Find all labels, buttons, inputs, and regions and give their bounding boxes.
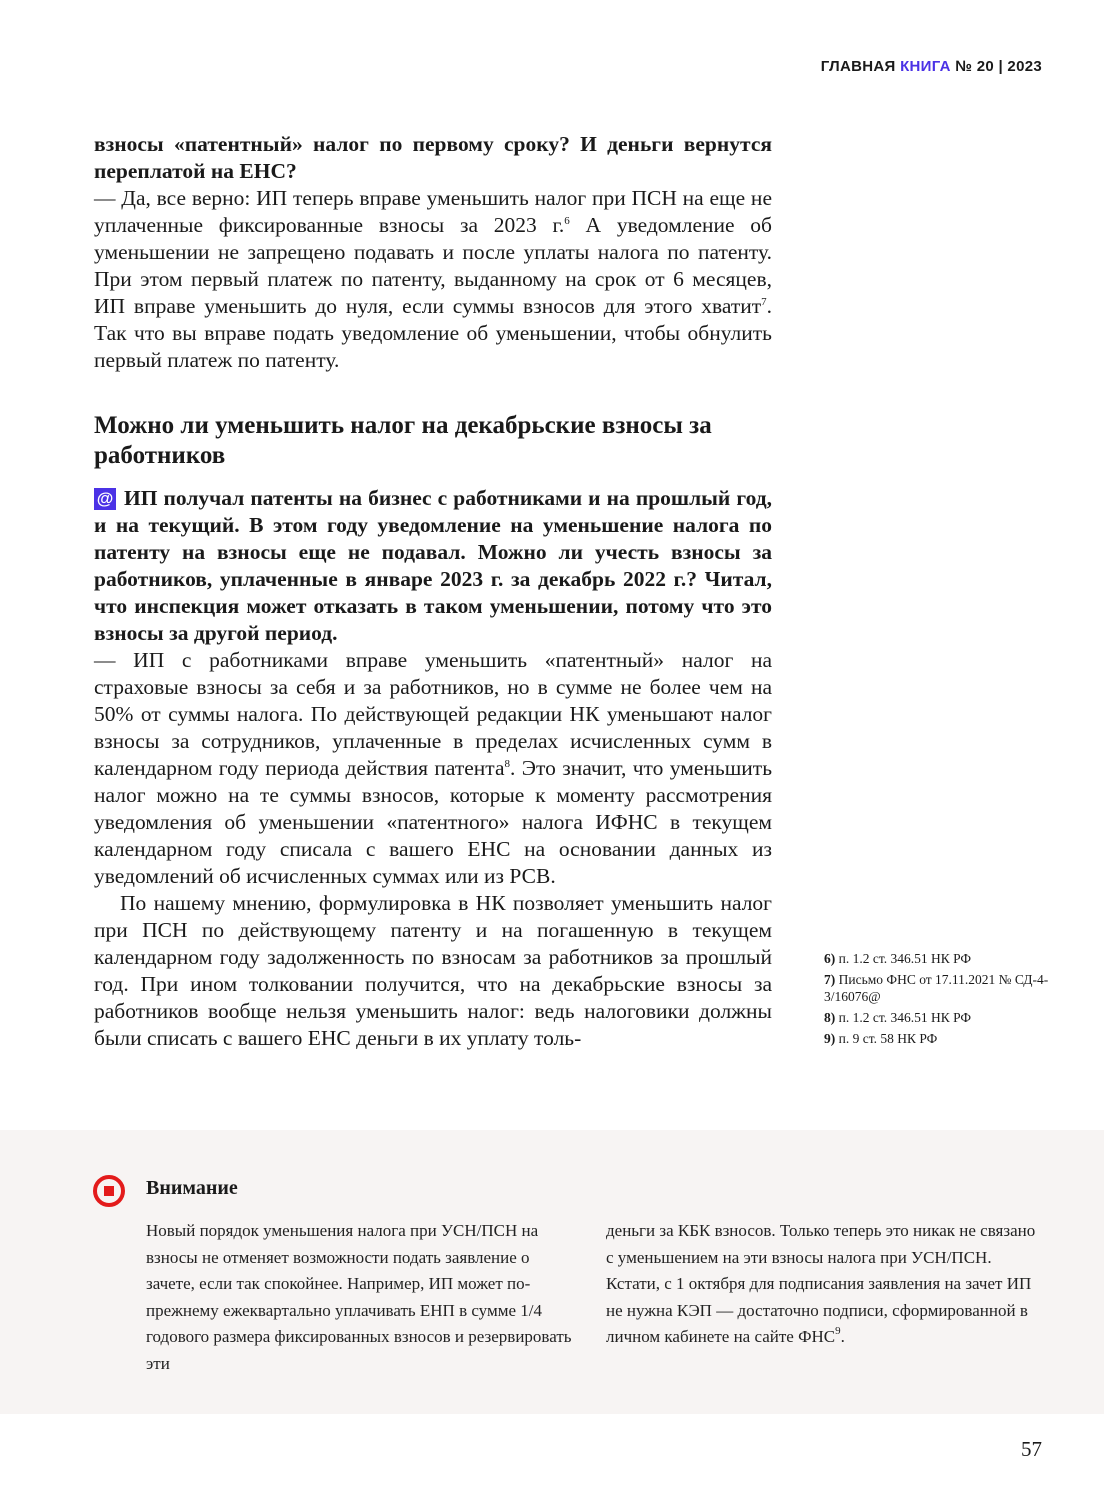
attention-right-text: деньги за КБК взносов. Только теперь это никак не связано с уменьшением на эти взносы налога при УСН/ПСН. Кстати, с 1 октября для подписания заявления на зачет ИП не нужна КЭП — достаточно подписи, сформированной в личном кабинете на сайте ФНС <box>606 1221 1036 1346</box>
footnote-item <box>824 1009 1054 1026</box>
footnote-item <box>824 971 1054 1005</box>
footnote-ref-6[interactable]: 6 <box>564 215 570 227</box>
answer-text-1: — Да, все верно: ИП теперь вправе уменьшить налог при ПСН на еще не уплаченные фиксированные взносы за 2023 г. <box>94 186 772 237</box>
footnotes <box>824 950 1054 1051</box>
opinion-paragraph: По нашему мнению, формулировка в НК позволяет уменьшить налог при ПСН по действующему патенту и на погашенную в текущем календарном году задолженность по взносам за работников за прошлый год. При ином толковании получится, что на декабрьские взносы за работников вообще нельзя уменьшить налог: ведь налоговики должны были списать с вашего ЕНС деньги в их уплату толь- <box>94 891 772 1050</box>
stop-warning-icon <box>93 1175 125 1207</box>
question-text: ИП получал патенты на бизнес с работниками и на прошлый год, и на текущий. В этом году уведомление на уменьшение налога по патенту на взносы еще не подавал. Можно ли учесть взносы за работников, уплаченные в январе 2023 г. за декабрь 2022 г.? Читал, что инспекция может отказать в таком уменьшении, потому что это взносы за другой период. <box>94 486 772 645</box>
section1-body <box>94 131 772 374</box>
footnote-item <box>824 1030 1054 1047</box>
footnote-text: п. 9 ст. 58 НК РФ <box>838 1031 938 1046</box>
answer-text-1: — ИП с работниками вправе уменьшить «патентный» налог на страховые взносы за себя и за работников, но в сумме не более чем на 50% от суммы налога. По действующей редакции НК уменьшают налог взносы за сотрудников, уплаченные в пределах исчисленных сумм в календарном году периода действия патента <box>94 648 772 780</box>
answer-paragraph <box>94 647 772 890</box>
attention-box <box>0 1130 1104 1414</box>
footnote-ref-8[interactable]: 8 <box>504 758 510 770</box>
footnote-number: 8) <box>824 1010 836 1025</box>
page-number: 57 <box>1021 1437 1042 1461</box>
footnote-ref-9[interactable]: 9 <box>835 1325 841 1337</box>
footnote-number: 6) <box>824 951 836 966</box>
attention-right-column <box>606 1218 1036 1351</box>
section2-heading-block <box>94 411 772 471</box>
attention-left-column: Новый порядок уменьшения налога при УСН/ПСН на взносы не отменяет возможности подать заявление о зачете, если так спокойнее. Например, ИП может по-прежнему ежеквартально уплачивать ЕНП в сумме 1/4 годового размера фиксированных взносов и резервировать эти <box>146 1221 572 1373</box>
question-tail: взносы «патентный» налог по первому сроку? И деньги вернутся переплатой на ЕНС? <box>94 132 772 183</box>
footnote-item <box>824 950 1054 967</box>
footnote-ref-7[interactable]: 7 <box>761 296 767 308</box>
footnote-text: Письмо ФНС от 17.11.2021 № СД-4-3/16076@ <box>824 972 1049 1004</box>
answer-text-3: . Так что вы вправе подать уведомление об уменьшении, чтобы обнулить первый платеж по патенту. <box>94 294 772 372</box>
answer-paragraph <box>94 185 772 374</box>
footnote-number: 9) <box>824 1031 836 1046</box>
section2-body <box>94 485 772 1052</box>
brand-part1: ГЛАВНАЯ <box>820 58 896 75</box>
section-heading: Можно ли уменьшить налог на декабрьские взносы за работников <box>94 412 712 469</box>
footnote-text: п. 1.2 ст. 346.51 НК РФ <box>838 951 972 966</box>
brand-part2: КНИГА <box>900 58 951 75</box>
answer-text-2: . Это значит, что уменьшить налог можно на те суммы взносов, которые к моменту рассмотрения уведомления об уменьшении «патентного» налога ИФНС в текущем календарном году списала с вашего ЕНС на основании данных из уведомлений об исчисленных суммах или из РСВ. <box>94 756 772 888</box>
attention-right-tail: . <box>840 1327 845 1346</box>
question-paragraph <box>94 485 772 647</box>
magazine-header <box>821 58 1042 75</box>
scalloped-edge <box>0 1124 1104 1132</box>
email-question-icon: @ <box>94 488 116 510</box>
answer-text-2: А уведомление об уменьшении не запрещено подавать и после уплаты налога по патенту. При этом первый платеж по патенту, выданному на срок от 6 месяцев, ИП вправе уменьшить до нуля, если суммы взносов для этого хватит <box>94 213 772 318</box>
footnote-text: п. 1.2 ст. 346.51 НК РФ <box>838 1010 972 1025</box>
issue-number: № 20 | 2023 <box>955 58 1042 75</box>
attention-title: Внимание <box>146 1177 238 1199</box>
footnote-number: 7) <box>824 972 836 987</box>
